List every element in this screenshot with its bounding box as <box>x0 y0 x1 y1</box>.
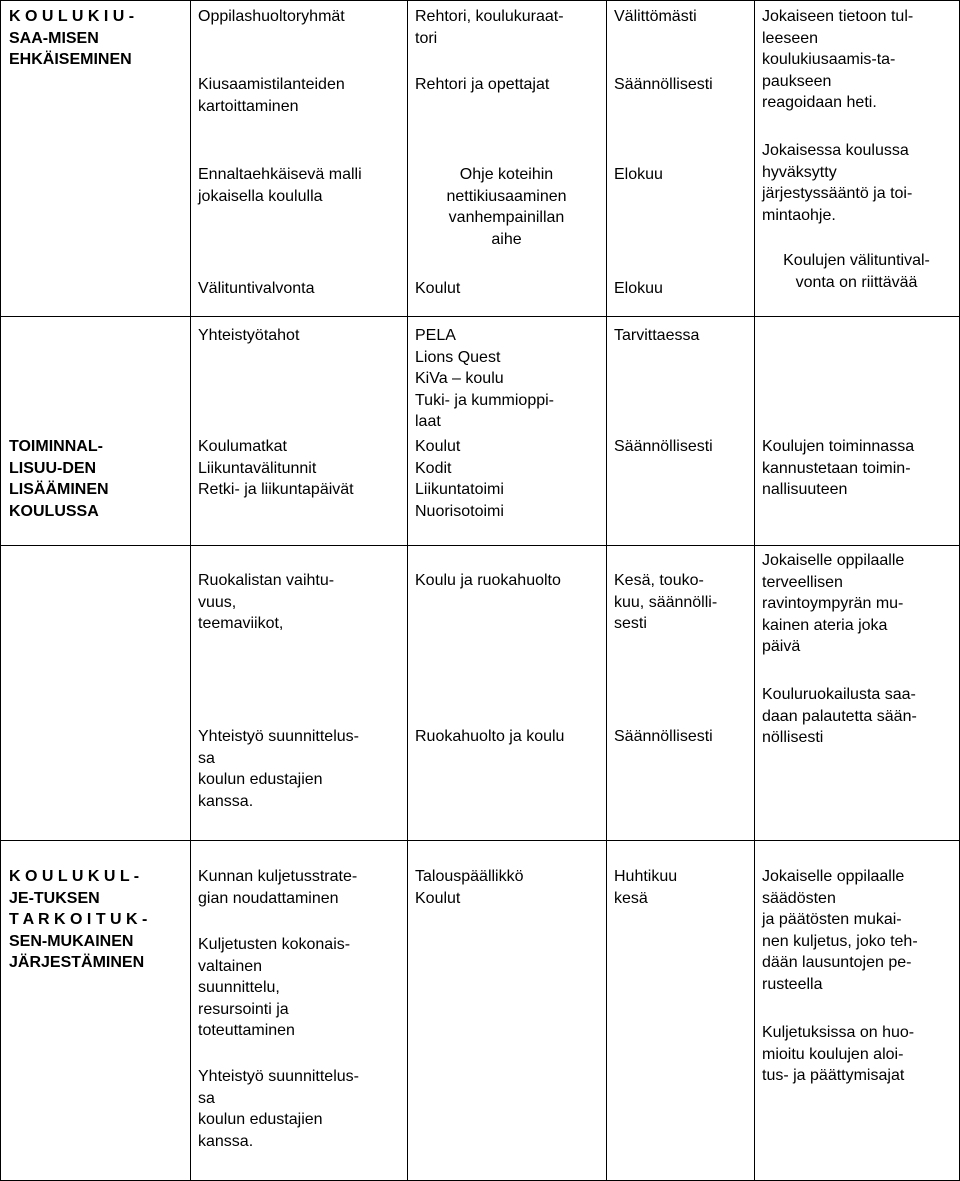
responsible-cell: Koulu ja ruokahuolto <box>415 572 561 589</box>
timing-cell: Välittömästi <box>614 8 697 25</box>
responsible-cell: Ohje koteihin nettikiusaaminen vanhempainillan aihe <box>446 166 567 248</box>
measure-cell: Ennaltaehkäisevä malli jokaisella koululla <box>198 166 362 205</box>
goal-cell: Kouluruokailusta saa- daan palautetta sään- nöllisesti <box>762 686 917 746</box>
row-divider-1 <box>0 316 960 317</box>
column-divider-3 <box>606 0 607 1181</box>
responsible-cell: Koulut Kodit Liikuntatoimi Nuorisotoimi <box>415 438 504 520</box>
timing-cell: Tarvittaessa <box>614 327 700 344</box>
column-divider-left <box>0 0 1 1181</box>
section-heading-bullying: K O U L U K I U - SAA-MISEN EHKÄISEMINEN <box>9 8 135 68</box>
goal-cell: Jokaiselle oppilaalle säädösten ja päätösten mukai- nen kuljetus, joko teh- dään lausuntojen pe- rusteella <box>762 868 918 993</box>
goal-cell: Jokaiseen tietoon tul- leeseen koulukiusaamis-ta- paukseen reagoidaan heti. <box>762 8 914 111</box>
timing-cell: Säännöllisesti <box>614 76 713 93</box>
goal-cell: Kuljetuksissa on huo- mioitu koulujen aloi- tus- ja päättymisajat <box>762 1024 915 1084</box>
responsible-cell: PELA Lions Quest KiVa – koulu Tuki- ja kummioppi- laat <box>415 327 554 430</box>
measure-cell: Kuljetusten kokonais- valtainen suunnittelu, resursointi ja toteuttaminen <box>198 936 351 1039</box>
goal-cell: Jokaisessa koulussa hyväksytty järjestyssääntö ja toi- mintaohje. <box>762 142 913 224</box>
timing-cell: Säännöllisesti <box>614 728 713 745</box>
goal-cell: Koulujen välituntival- vonta on riittävää <box>783 252 930 291</box>
goal-cell: Jokaiselle oppilaalle terveellisen ravintoympyrän mu- kainen ateria joka päivä <box>762 552 905 655</box>
measure-cell: Välituntivalvonta <box>198 280 315 297</box>
timing-cell: Säännöllisesti <box>614 438 713 455</box>
column-divider-1 <box>190 0 191 1181</box>
table-top-border <box>0 0 960 1</box>
section-heading-activity: TOIMINNAL- LISUU-DEN LISÄÄMINEN KOULUSSA <box>9 438 109 520</box>
measure-cell: Kiusaamistilanteiden kartoittaminen <box>198 76 345 115</box>
row-divider-2 <box>0 545 960 546</box>
section-heading-transport: K O U L U K U L - JE-TUKSEN T A R K O I T U K - SEN-MUKAINEN JÄRJESTÄMINEN <box>9 868 148 971</box>
responsible-cell: Ruokahuolto ja koulu <box>415 728 565 745</box>
measure-cell: Ruokalistan vaihtu- vuus, teemaviikot, <box>198 572 335 632</box>
timing-cell: Kesä, touko- kuu, säännölli- sesti <box>614 572 718 632</box>
timing-cell: Elokuu <box>614 280 663 297</box>
measure-cell: Koulumatkat Liikuntavälitunnit Retki- ja liikuntapäivät <box>198 438 354 498</box>
column-divider-4 <box>754 0 755 1181</box>
timing-cell: Elokuu <box>614 166 663 183</box>
responsible-cell: Koulut <box>415 280 461 297</box>
responsible-cell: Rehtori ja opettajat <box>415 76 550 93</box>
responsible-cell: Rehtori, koulukuraat- tori <box>415 8 564 47</box>
measure-cell: Yhteistyö suunnittelus- sa koulun edustajien kanssa. <box>198 1068 359 1150</box>
measure-cell: Yhteistyö suunnittelus- sa koulun edustajien kanssa. <box>198 728 359 810</box>
goal-cell: Koulujen toiminnassa kannustetaan toimin- nallisuuteen <box>762 438 915 498</box>
measure-cell: Yhteistyötahot <box>198 327 300 344</box>
measure-cell: Kunnan kuljetusstrate- gian noudattaminen <box>198 868 358 907</box>
timing-cell: Huhtikuu kesä <box>614 868 678 907</box>
responsible-cell: Talouspäällikkö Koulut <box>415 868 524 907</box>
measure-cell: Oppilashuoltoryhmät <box>198 8 345 25</box>
row-divider-3 <box>0 840 960 841</box>
